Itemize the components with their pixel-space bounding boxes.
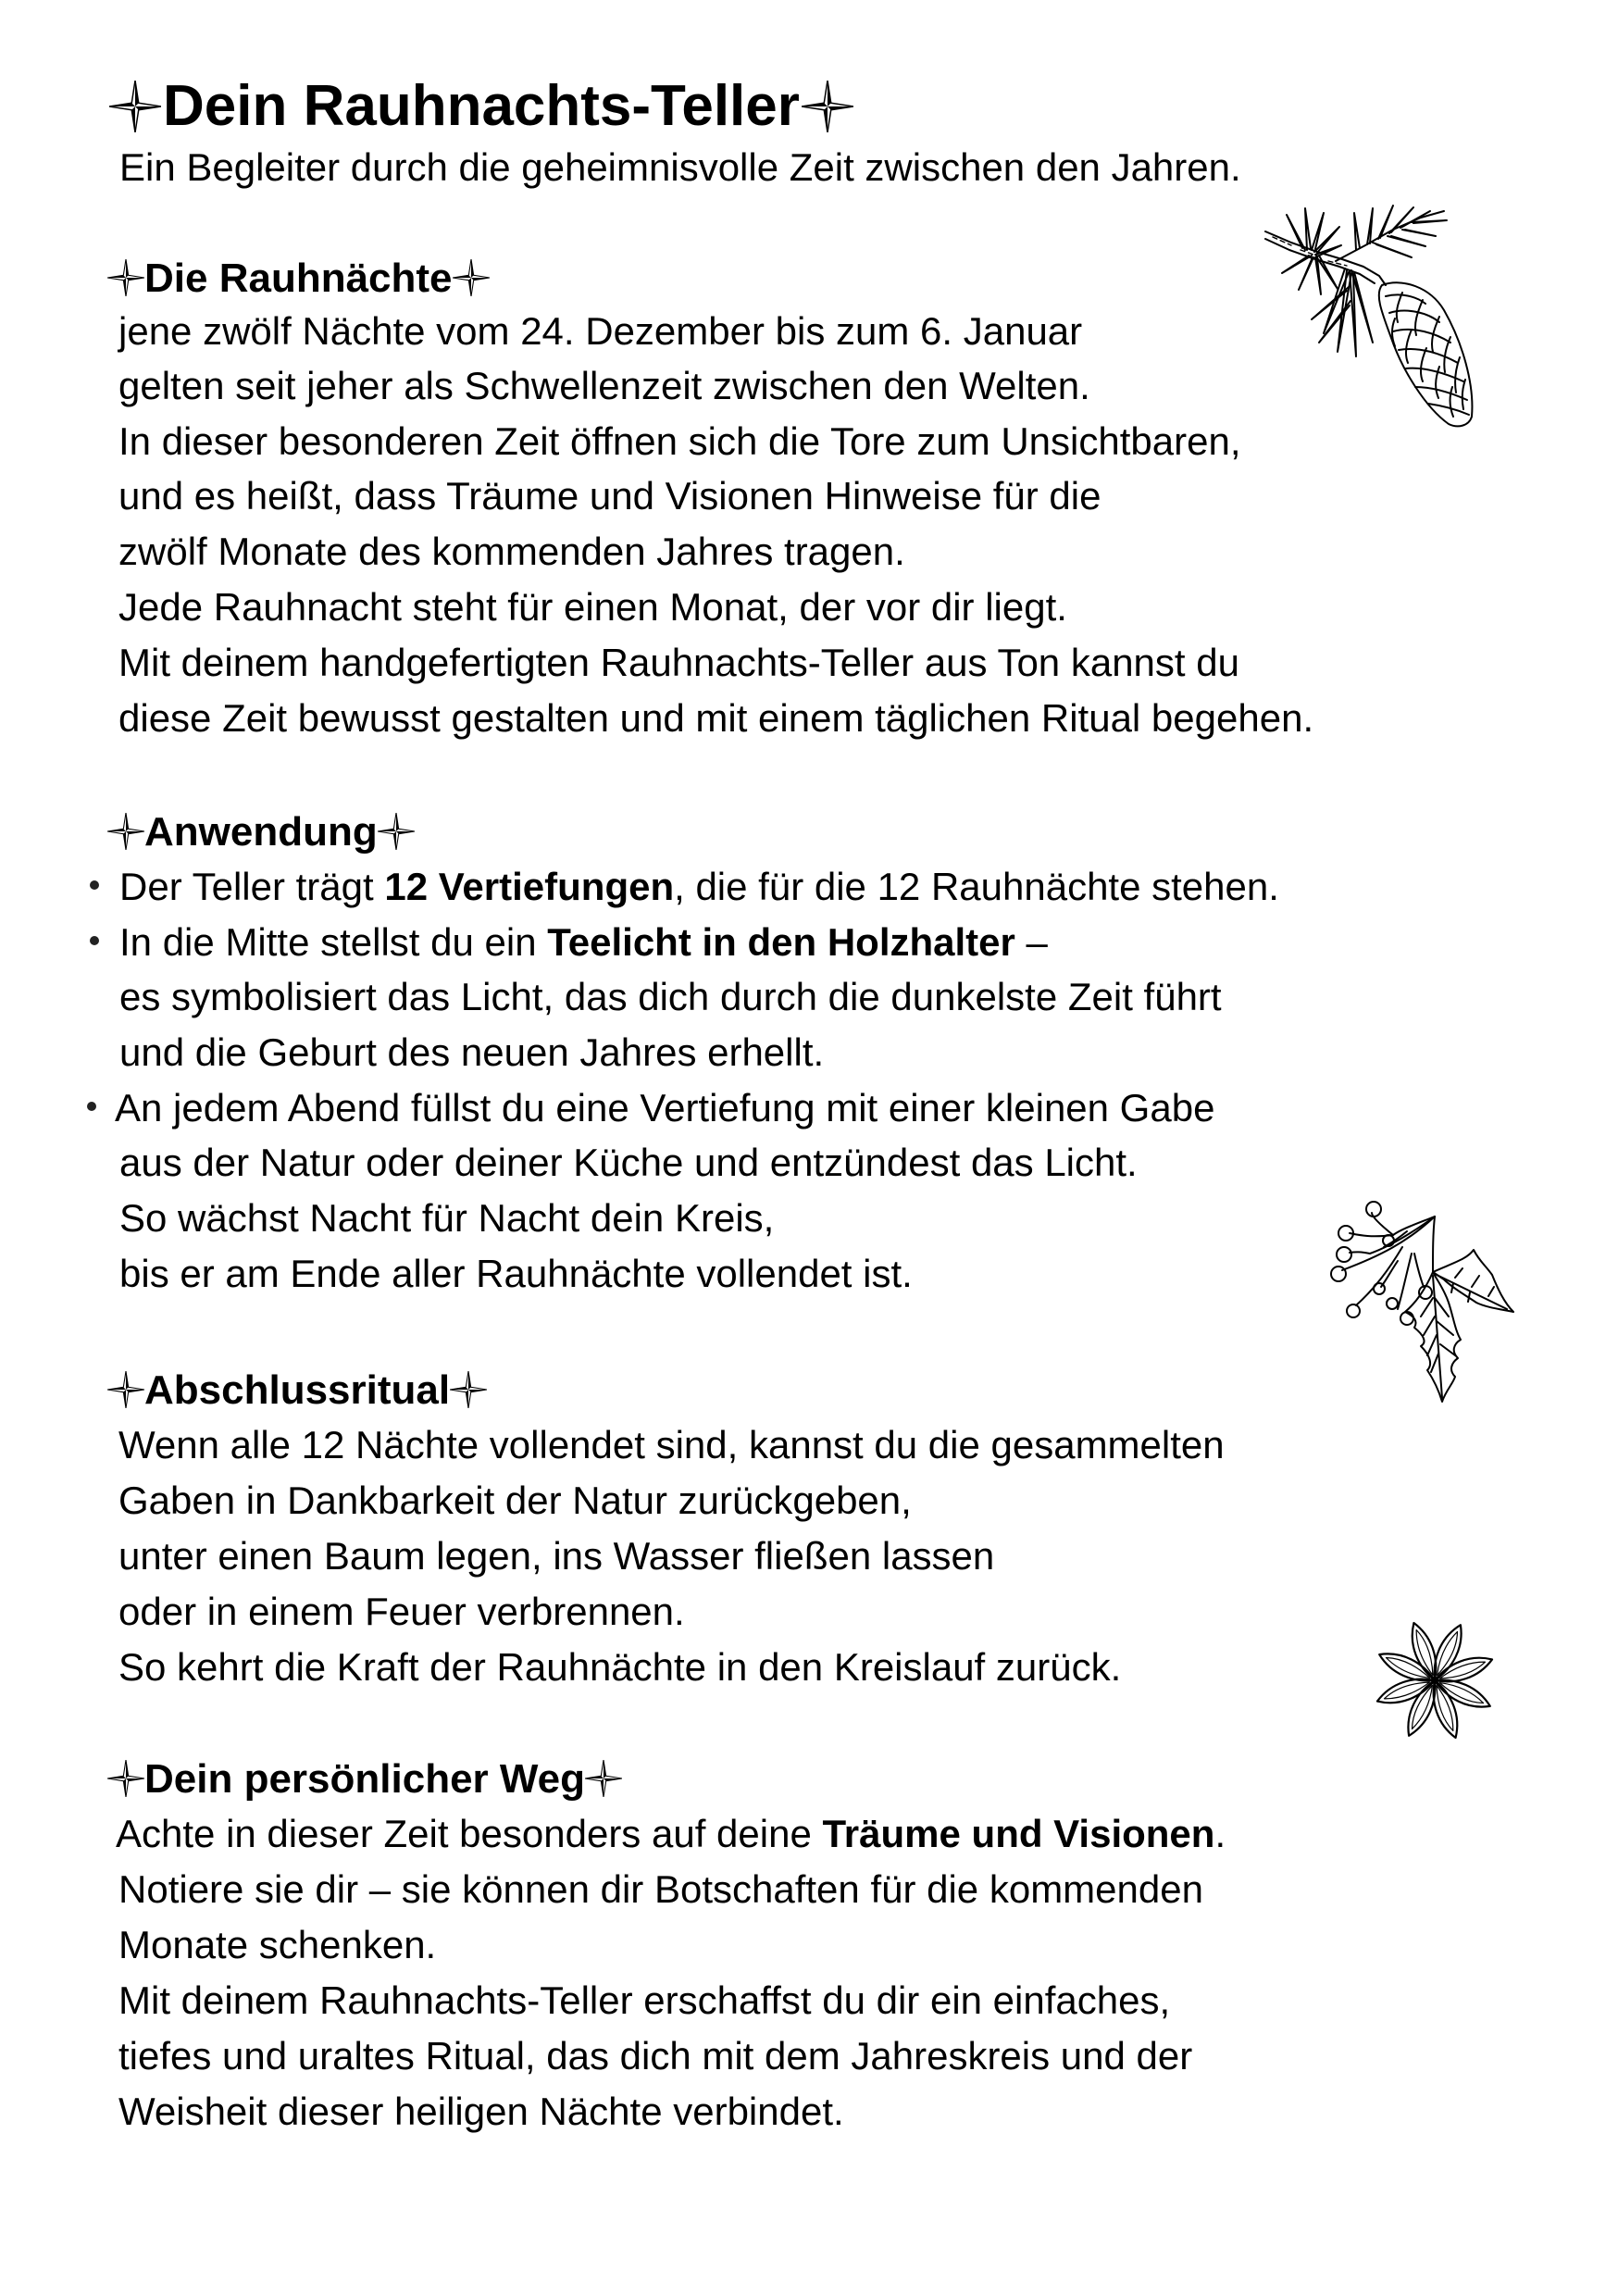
section-heading-abschlussritual	[107, 1363, 487, 1418]
star-ornament-icon	[107, 813, 144, 850]
star-ornament-icon	[585, 1760, 622, 1797]
subtitle: Ein Begleiter durch die geheimnisvolle Zeit zwischen den Jahren.	[119, 145, 1241, 189]
star-ornament-icon	[802, 81, 853, 132]
bullet-icon	[90, 880, 99, 890]
bullet-emphasis: 12 Vertiefungen	[384, 865, 675, 908]
heading-text: Anwendung	[144, 809, 378, 855]
bullet-text: Der Teller trägt	[119, 865, 385, 908]
pine-branch-icon	[1263, 204, 1486, 430]
bullet-item	[119, 915, 1048, 970]
body-line: Mit deinem Rauhnachts-Teller erschaffst du dir ein einfaches,	[118, 1978, 1171, 2022]
body-line: Weisheit dieser heiligen Nächte verbindet.	[118, 2090, 844, 2133]
body-text: .	[1214, 1812, 1226, 1855]
heading-text: Abschlussritual	[144, 1367, 451, 1413]
body-line: Notiere sie dir – sie können dir Botschaften für die kommenden	[118, 1867, 1203, 1911]
bullet-text: , die für die 12 Rauhnächte stehen.	[674, 865, 1279, 908]
section-heading-anwendung	[107, 805, 415, 860]
star-ornament-icon	[107, 259, 144, 296]
body-line: jene zwölf Nächte vom 24. Dezember bis zum 6. Januar	[118, 309, 1083, 353]
title-text: Dein Rauhnachts-Teller	[163, 74, 800, 138]
body-line: Wenn alle 12 Nächte vollendet sind, kannst du die gesammelten	[118, 1423, 1225, 1466]
bullet-continuation: bis er am Ende aller Rauhnächte vollendet ist.	[119, 1252, 913, 1295]
section-heading-persoenlicher-weg	[107, 1752, 622, 1807]
bullet-icon	[90, 936, 99, 945]
section-heading-rauhnaechte	[107, 251, 490, 306]
bullet-text: In die Mitte stellst du ein	[119, 920, 548, 964]
star-ornament-icon	[107, 1760, 144, 1797]
body-line: unter einen Baum legen, ins Wasser fließen lassen	[118, 1534, 995, 1578]
bullet-continuation: aus der Natur oder deiner Küche und entzündest das Licht.	[119, 1141, 1138, 1184]
body-line: Mit deinem handgefertigten Rauhnachts-Teller aus Ton kannst du	[118, 641, 1239, 684]
star-ornament-icon	[107, 1371, 144, 1408]
bullet-continuation: So wächst Nacht für Nacht dein Kreis,	[119, 1196, 775, 1240]
body-line: Jede Rauhnacht steht für einen Monat, der vor dir liegt.	[118, 585, 1067, 629]
body-line: tiefes und uraltes Ritual, das dich mit dem Jahreskreis und der	[118, 2034, 1193, 2078]
body-line: So kehrt die Kraft der Rauhnächte in den Kreislauf zurück.	[118, 1645, 1122, 1689]
body-line: diese Zeit bewusst gestalten und mit einem täglichen Ritual begehen.	[118, 696, 1314, 740]
bullet-text: An jedem Abend füllst du eine Vertiefung mit einer kleinen Gabe	[115, 1086, 1215, 1129]
holly-berries-icon	[1314, 1187, 1518, 1409]
body-line: und es heißt, dass Träume und Visionen Hinweise für die	[118, 474, 1101, 518]
bullet-text: –	[1014, 920, 1048, 964]
bullet-item	[119, 859, 1279, 915]
bullet-continuation: es symbolisiert das Licht, das dich durch die dunkelste Zeit führt	[119, 975, 1222, 1018]
heading-text: Die Rauhnächte	[144, 256, 453, 301]
body-text: Achte in dieser Zeit besonders auf deine	[116, 1812, 823, 1855]
bullet-icon	[87, 1102, 96, 1111]
body-line: oder in einem Feuer verbrennen.	[118, 1590, 685, 1633]
star-ornament-icon	[453, 259, 490, 296]
page-title	[109, 73, 853, 140]
body-line	[116, 1806, 1226, 1862]
star-anise-icon	[1370, 1616, 1500, 1745]
star-ornament-icon	[450, 1371, 487, 1408]
bullet-emphasis: Teelicht in den Holzhalter	[547, 920, 1015, 964]
star-ornament-icon	[109, 81, 161, 132]
body-emphasis: Träume und Visionen	[822, 1812, 1215, 1855]
bullet-continuation: und die Geburt des neuen Jahres erhellt.	[119, 1030, 825, 1074]
body-line: In dieser besonderen Zeit öffnen sich die Tore zum Unsichtbaren,	[118, 419, 1241, 463]
star-ornament-icon	[378, 813, 415, 850]
body-line: gelten seit jeher als Schwellenzeit zwischen den Welten.	[118, 364, 1090, 407]
body-line: zwölf Monate des kommenden Jahres tragen.	[118, 530, 905, 573]
bullet-item	[115, 1080, 1214, 1136]
body-line: Monate schenken.	[118, 1923, 437, 1966]
body-line: Gaben in Dankbarkeit der Natur zurückgeben,	[118, 1479, 912, 1522]
heading-text: Dein persönlicher Weg	[144, 1756, 585, 1802]
